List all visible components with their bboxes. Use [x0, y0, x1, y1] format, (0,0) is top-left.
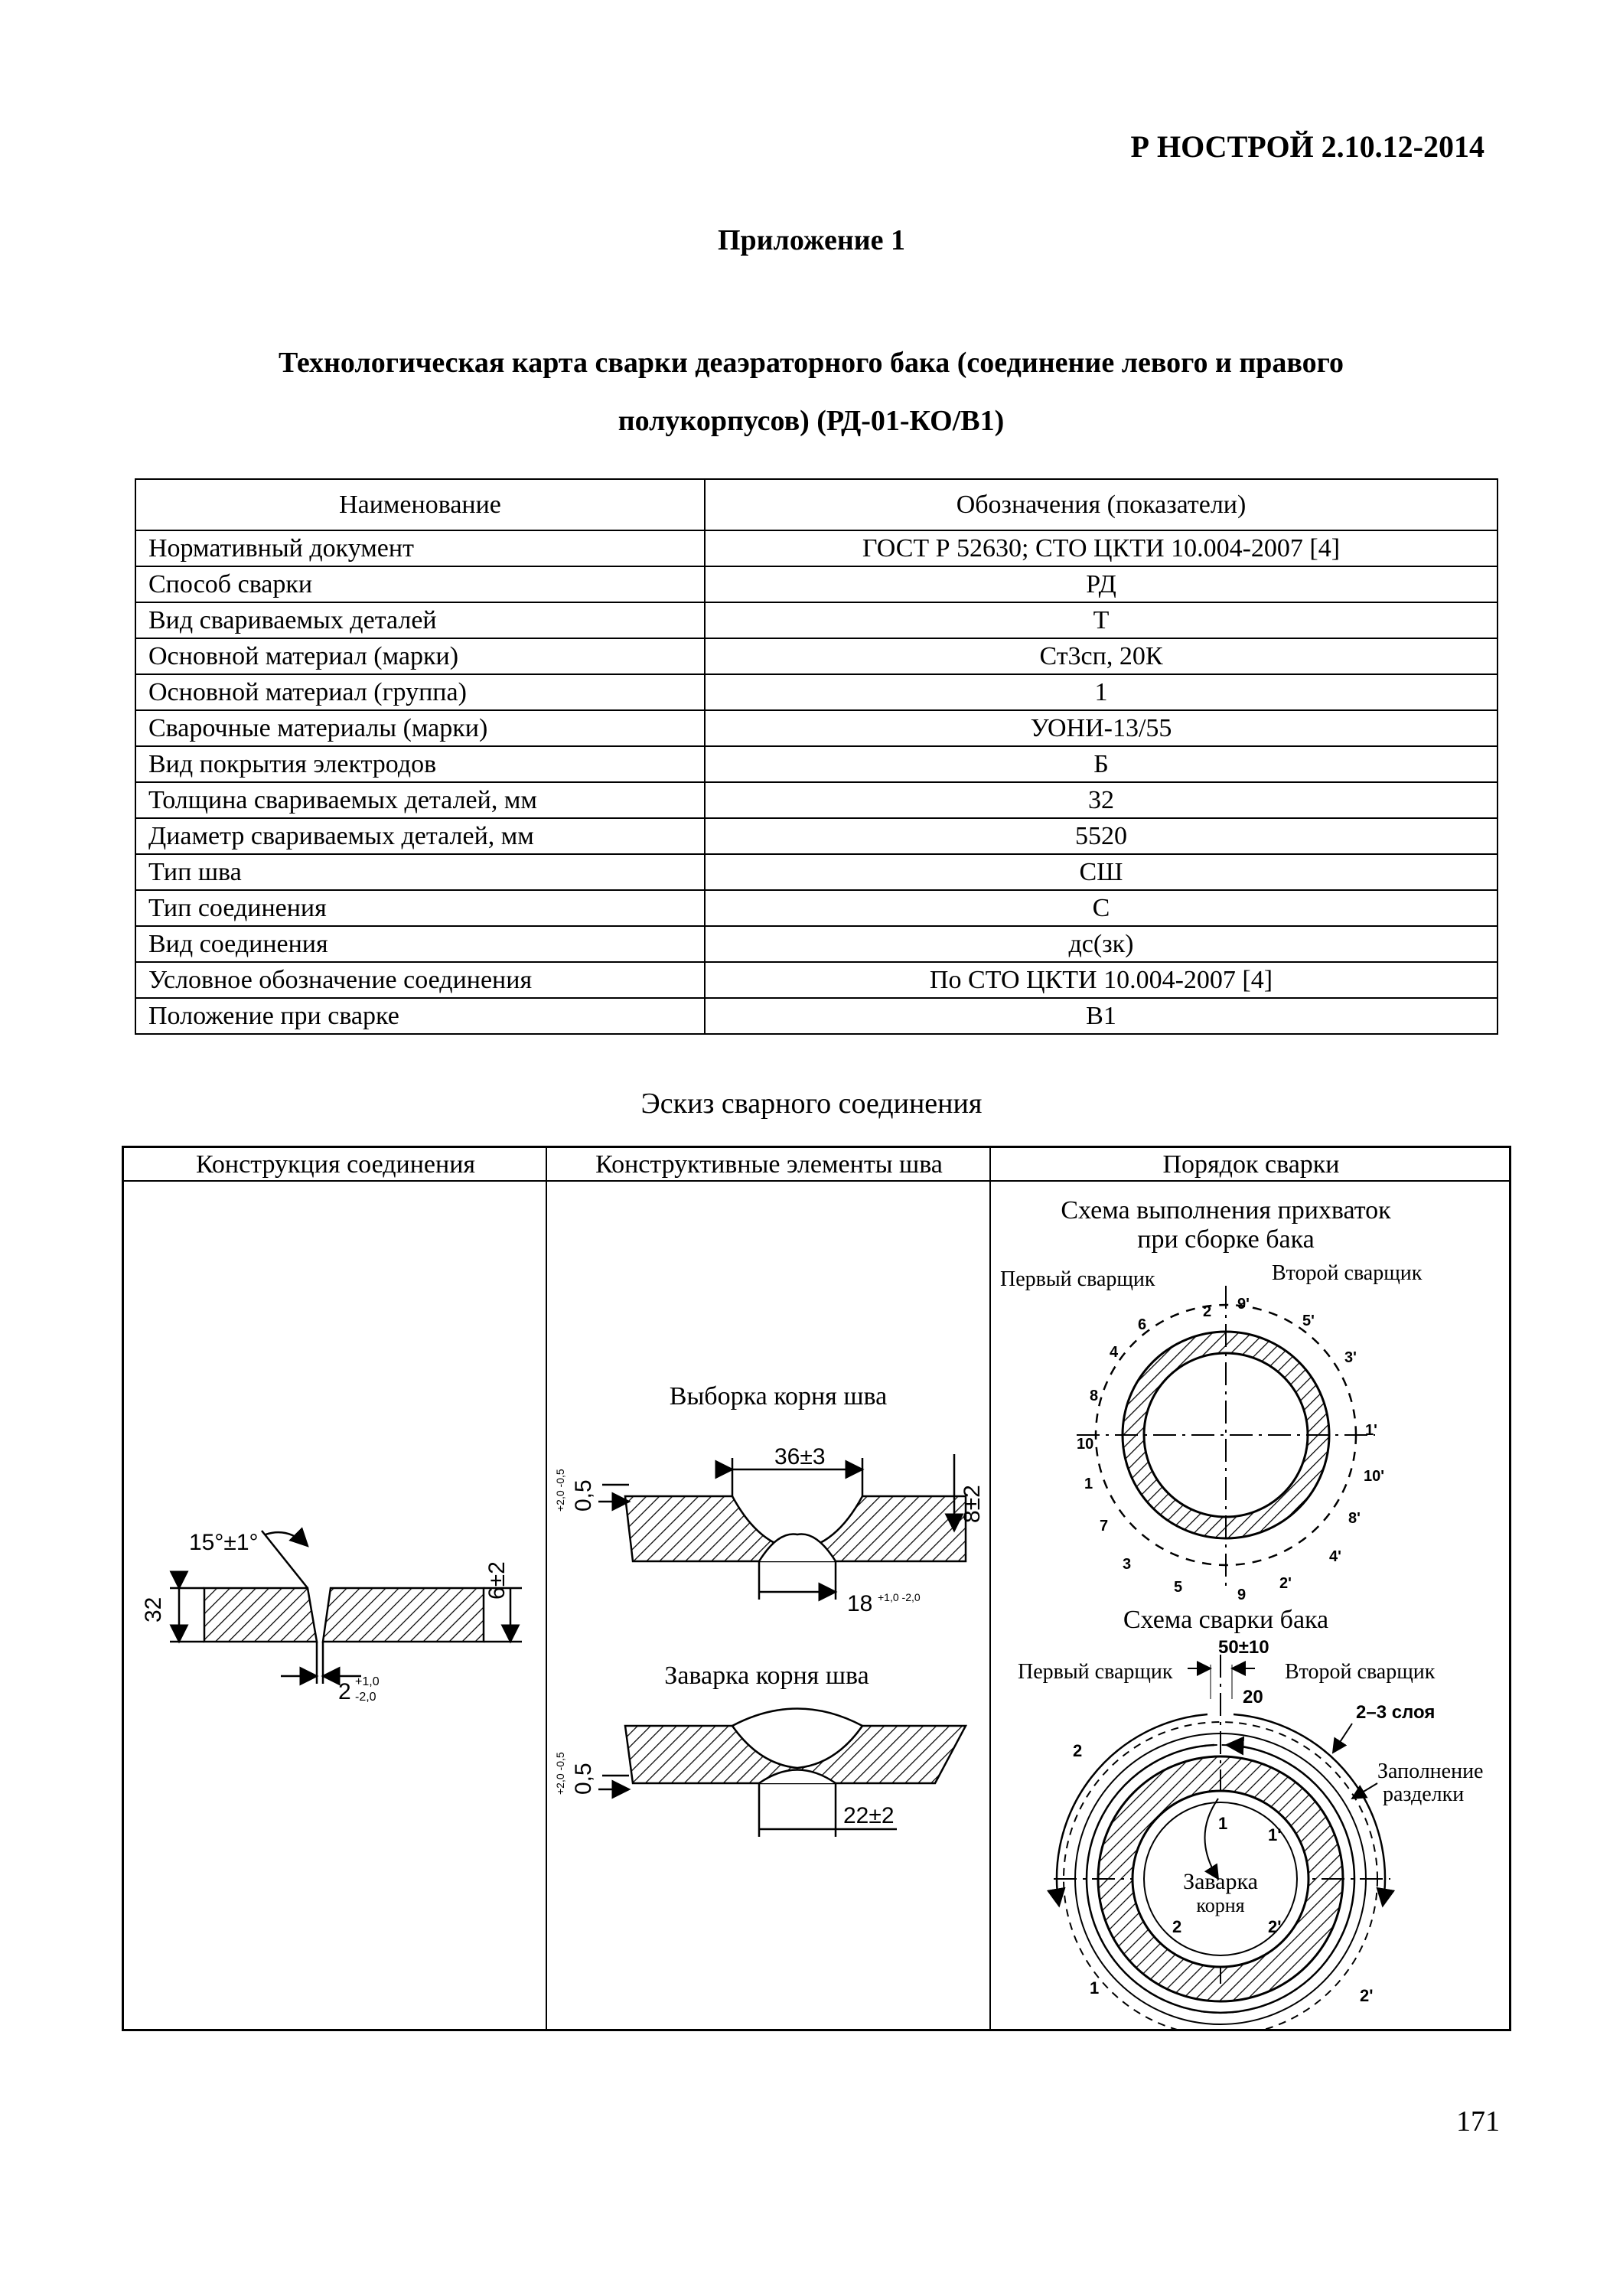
table-row	[135, 602, 1498, 638]
tack-label: 10'	[1364, 1468, 1385, 1485]
table-row	[135, 674, 1498, 710]
tack-label: 3'	[1344, 1349, 1357, 1366]
root-gouge-depth-label: 8±2	[960, 1485, 985, 1523]
first-welder-label: Первый сварщик	[1000, 1267, 1155, 1291]
root-weld-title: Заварка корня шва	[664, 1662, 869, 1690]
second-welder-label: Второй сварщик	[1272, 1261, 1423, 1285]
weld-scheme-drawing	[1054, 1655, 1390, 2029]
root-gouge-width-label: 36±3	[774, 1444, 826, 1469]
tack-label: 1'	[1365, 1422, 1377, 1439]
tack-label: 9'	[1237, 1296, 1250, 1313]
parameter-name: Основной материал (группа)	[135, 674, 705, 710]
parameter-name: Тип шва	[135, 854, 705, 890]
table-row	[135, 566, 1498, 602]
parameter-name: Сварочные материалы (марки)	[135, 710, 705, 746]
parameter-value: 5520	[705, 818, 1498, 854]
tack-label: 2'	[1279, 1575, 1292, 1592]
weld-order-label: 2'	[1268, 1917, 1282, 1936]
fill-label-line-1: Заполнение	[1377, 1760, 1484, 1783]
column-header-elements: Конструктивные элементы шва	[547, 1148, 991, 1182]
bevel-angle-label: 15°±1°	[189, 1530, 259, 1555]
tack-label: 2	[1203, 1303, 1212, 1320]
gap-tolerance-lower: -2,0	[355, 1691, 376, 1704]
column-header-name: Наименование	[135, 479, 705, 530]
root-weld-width-label: 22±2	[843, 1803, 895, 1828]
table-row	[135, 638, 1498, 674]
table-row	[135, 998, 1498, 1034]
parameter-name: Основной материал (марки)	[135, 638, 705, 674]
thickness-label: 32	[141, 1596, 166, 1623]
parameter-name: Вид покрытия электродов	[135, 746, 705, 782]
weld-order-label: 1'	[1268, 1825, 1282, 1844]
tack-scheme-title-line-1: Схема выполнения прихваток	[1061, 1196, 1391, 1225]
left-plate	[204, 1588, 317, 1642]
parameter-value: УОНИ-13/55	[705, 710, 1498, 746]
root-gouge-step-tolerance: +2,0 -0,5	[554, 1469, 566, 1512]
tack-label: 1	[1084, 1476, 1093, 1492]
title-line-2: полукорпусов) (РД-01-КО/В1)	[618, 405, 1005, 437]
table-row	[135, 710, 1498, 746]
parameter-name: Тип соединения	[135, 890, 705, 926]
parameter-value: 32	[705, 782, 1498, 818]
table-row	[135, 530, 1498, 566]
parameter-name: Вид соединения	[135, 926, 705, 962]
tack-label: 5'	[1302, 1313, 1315, 1329]
root-gouge-step-label: 0,5	[571, 1479, 596, 1512]
root-weld-drawing	[598, 1709, 966, 1838]
root-weld-label-line-1: Заварка	[1183, 1869, 1258, 1894]
parameter-name: Способ сварки	[135, 566, 705, 602]
root-depth-label: 6±2	[484, 1561, 510, 1600]
parameter-value: 1	[705, 674, 1498, 710]
document-title	[176, 334, 1446, 450]
parameter-value: В1	[705, 998, 1498, 1034]
weld-scheme-title: Схема сварки бака	[1123, 1606, 1329, 1634]
root-gouge-drawing	[598, 1454, 966, 1600]
gap-label: 2	[338, 1679, 351, 1704]
parameter-name: Толщина свариваемых деталей, мм	[135, 782, 705, 818]
sketch-title: Эскиз сварного соединения	[640, 1088, 983, 1120]
table-row	[135, 854, 1498, 890]
tack-scheme-title-line-2: при сборке бака	[1137, 1225, 1315, 1254]
page-number: 171	[1456, 2105, 1500, 2138]
table-row	[135, 962, 1498, 998]
gap-tolerance-upper: +1,0	[355, 1675, 380, 1688]
column-header-order: Порядок сварки	[991, 1148, 1511, 1182]
parameter-value: Ст3сп, 20К	[705, 638, 1498, 674]
parameter-value: дс(зк)	[705, 926, 1498, 962]
root-gouge-bottom-tolerance: +1,0 -2,0	[878, 1591, 921, 1603]
tack-scheme-drawing	[1077, 1286, 1375, 1588]
appendix-label: Приложение 1	[717, 224, 906, 256]
tack-label: 6	[1138, 1316, 1147, 1333]
gap-dimension-label: 50±10	[1218, 1637, 1269, 1658]
parameter-name: Диаметр свариваемых деталей, мм	[135, 818, 705, 854]
parameter-value: РД	[705, 566, 1498, 602]
table-row	[135, 890, 1498, 926]
root-weld-step-label: 0,5	[571, 1763, 596, 1795]
tack-label: 5	[1174, 1579, 1183, 1596]
table-row	[135, 818, 1498, 854]
weld-order-label: 1	[1090, 1978, 1100, 1998]
sketch-drawings	[124, 1148, 1509, 2029]
first-welder-label-2: Первый сварщик	[1018, 1660, 1173, 1684]
table-header-row	[135, 479, 1498, 530]
tack-label: 4'	[1329, 1548, 1341, 1565]
parameter-name: Положение при сварке	[135, 998, 705, 1034]
parameters-table	[135, 478, 1498, 1035]
tack-label: 10	[1077, 1436, 1094, 1453]
fill-label-line-2: разделки	[1383, 1782, 1465, 1806]
tack-label: 7	[1100, 1518, 1109, 1534]
column-header-construction: Конструкция соединения	[124, 1148, 547, 1182]
root-weld-step-tolerance: +2,0 -0,5	[554, 1752, 566, 1795]
tack-label: 8'	[1348, 1510, 1361, 1527]
table-row	[135, 782, 1498, 818]
parameter-value: С	[705, 890, 1498, 926]
column-header-value: Обозначения (показатели)	[705, 479, 1498, 530]
parameter-value: Б	[705, 746, 1498, 782]
tack-label: 3	[1123, 1556, 1132, 1573]
weld-order-label: 1	[1218, 1814, 1228, 1833]
layers-label: 2–3 слоя	[1356, 1702, 1436, 1723]
weld-order-label: 2	[1172, 1917, 1182, 1936]
parameter-name: Вид свариваемых деталей	[135, 602, 705, 638]
dimension-20-label: 20	[1243, 1687, 1263, 1707]
document-code: Р НОСТРОЙ 2.10.12-2014	[1130, 129, 1484, 164]
table-row	[135, 746, 1498, 782]
parameter-value: Т	[705, 602, 1498, 638]
weld-order-label: 2'	[1360, 1986, 1374, 2005]
second-welder-label-2: Второй сварщик	[1285, 1660, 1436, 1684]
tack-label: 4	[1110, 1344, 1119, 1361]
table-row	[135, 926, 1498, 962]
parameter-value: По СТО ЦКТИ 10.004-2007 [4]	[705, 962, 1498, 998]
root-gouge-bottom-label: 18	[847, 1591, 873, 1616]
tack-label: 8	[1090, 1388, 1099, 1404]
weld-order-label: 2	[1073, 1741, 1083, 1760]
parameter-name: Условное обозначение соединения	[135, 962, 705, 998]
parameter-value: ГОСТ Р 52630; СТО ЦКТИ 10.004-2007 [4]	[705, 530, 1498, 566]
root-gouge-title: Выборка корня шва	[669, 1382, 888, 1411]
right-plate	[323, 1588, 484, 1642]
title-line-1: Технологическая карта сварки деаэраторного бака (соединение левого и правого	[279, 347, 1344, 379]
tack-label: 9	[1237, 1587, 1247, 1603]
sketch-table	[122, 1146, 1511, 2031]
root-weld-label-line-2: корня	[1196, 1894, 1245, 1916]
parameter-value: СШ	[705, 854, 1498, 890]
parameter-name: Нормативный документ	[135, 530, 705, 566]
